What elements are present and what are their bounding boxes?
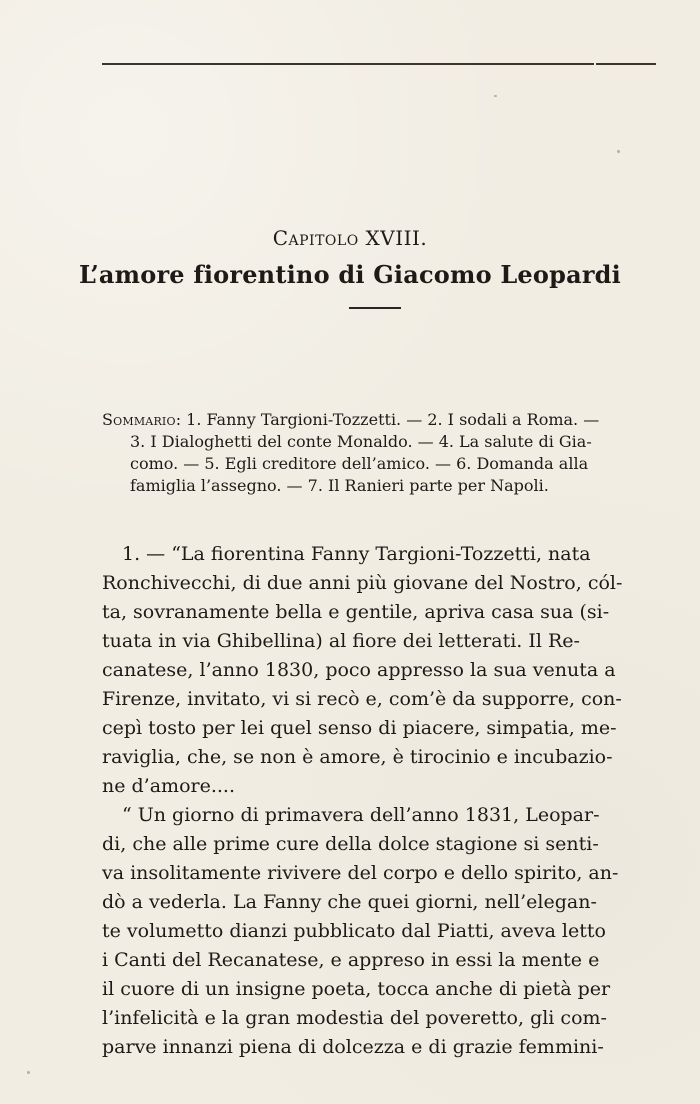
paragraph-line: raviglia, che, se non è amore, è tirocinio e incubazio- xyxy=(102,746,613,768)
paragraph-line xyxy=(102,801,652,830)
paragraph-line: Ronchivecchi, di due anni più giovane del Nostro, cól- xyxy=(102,572,623,594)
paragraph-line: il cuore di un insigne poeta, tocca anche di pietà per xyxy=(102,978,611,1000)
paragraph-text: 1. — “La fiorentina Fanny Targioni-Tozzetti, nata xyxy=(122,543,591,565)
paragraph-line: te volumetto dianzi pubblicato dal Piatti, aveva letto xyxy=(102,920,606,942)
paragraph-line: parve innanzi piena di dolcezza e di grazie femmini- xyxy=(102,1036,604,1058)
paragraph-line: ne d’amore.... xyxy=(102,775,235,797)
summary-text: famiglia l’assegno. — 7. Il Ranieri parte per Napoli. xyxy=(130,476,549,495)
page-speck xyxy=(617,150,620,153)
paragraph-line: Firenze, invitato, vi si recò e, com’è da supporre, con- xyxy=(102,688,622,710)
page-speck xyxy=(27,1071,30,1074)
paragraph-line: i Canti del Recanatese, e appreso in essi la mente e xyxy=(102,949,600,971)
chapter-summary xyxy=(102,409,654,497)
summary-line xyxy=(102,431,654,453)
summary-text: como. — 5. Egli creditore dell’amico. — 6. Domanda alla xyxy=(130,454,589,473)
paragraph-line: cepì tosto per lei quel senso di piacere, simpatia, me- xyxy=(102,717,617,739)
summary-heading: Sommario xyxy=(102,410,176,429)
paragraph-line: canatese, l’anno 1830, poco appresso la sua venuta a xyxy=(102,659,616,681)
paragraph-line: tuata in via Ghibellina) al fiore dei letterati. Il Re- xyxy=(102,630,580,652)
chapter-title: L’amore fiorentino di Giacomo Leopardi xyxy=(79,260,621,289)
top-rule xyxy=(102,63,594,65)
summary-line xyxy=(102,409,654,431)
title-divider xyxy=(349,307,401,309)
paragraph-line: di, che alle prime cure della dolce stagione si senti- xyxy=(102,833,599,855)
top-rule-short xyxy=(596,63,656,65)
summary-text: : 1. Fanny Targioni-Tozzetti. — 2. I sodali a Roma. — xyxy=(175,410,600,429)
chapter-label: Capitolo XVIII. xyxy=(272,226,428,250)
paragraph-line: va insolitamente rivivere del corpo e dello spirito, an- xyxy=(102,862,619,884)
paragraph-line: l’infelicità e la gran modestia del poveretto, gli com- xyxy=(102,1007,607,1029)
summary-line xyxy=(102,475,654,497)
paragraph-line xyxy=(102,540,652,569)
paragraph-line: ta, sovranamente bella e gentile, apriva casa sua (si- xyxy=(102,601,610,623)
summary-line xyxy=(102,453,654,475)
page-speck xyxy=(494,95,497,97)
body-text xyxy=(102,540,652,1062)
paragraph-text: “ Un giorno di primavera dell’anno 1831, Leopar- xyxy=(122,804,600,826)
summary-text: 3. I Dialoghetti del conte Monaldo. — 4. La salute di Gia- xyxy=(130,432,592,451)
paragraph-line: dò a vederla. La Fanny che quei giorni, nell’elegan- xyxy=(102,891,597,913)
